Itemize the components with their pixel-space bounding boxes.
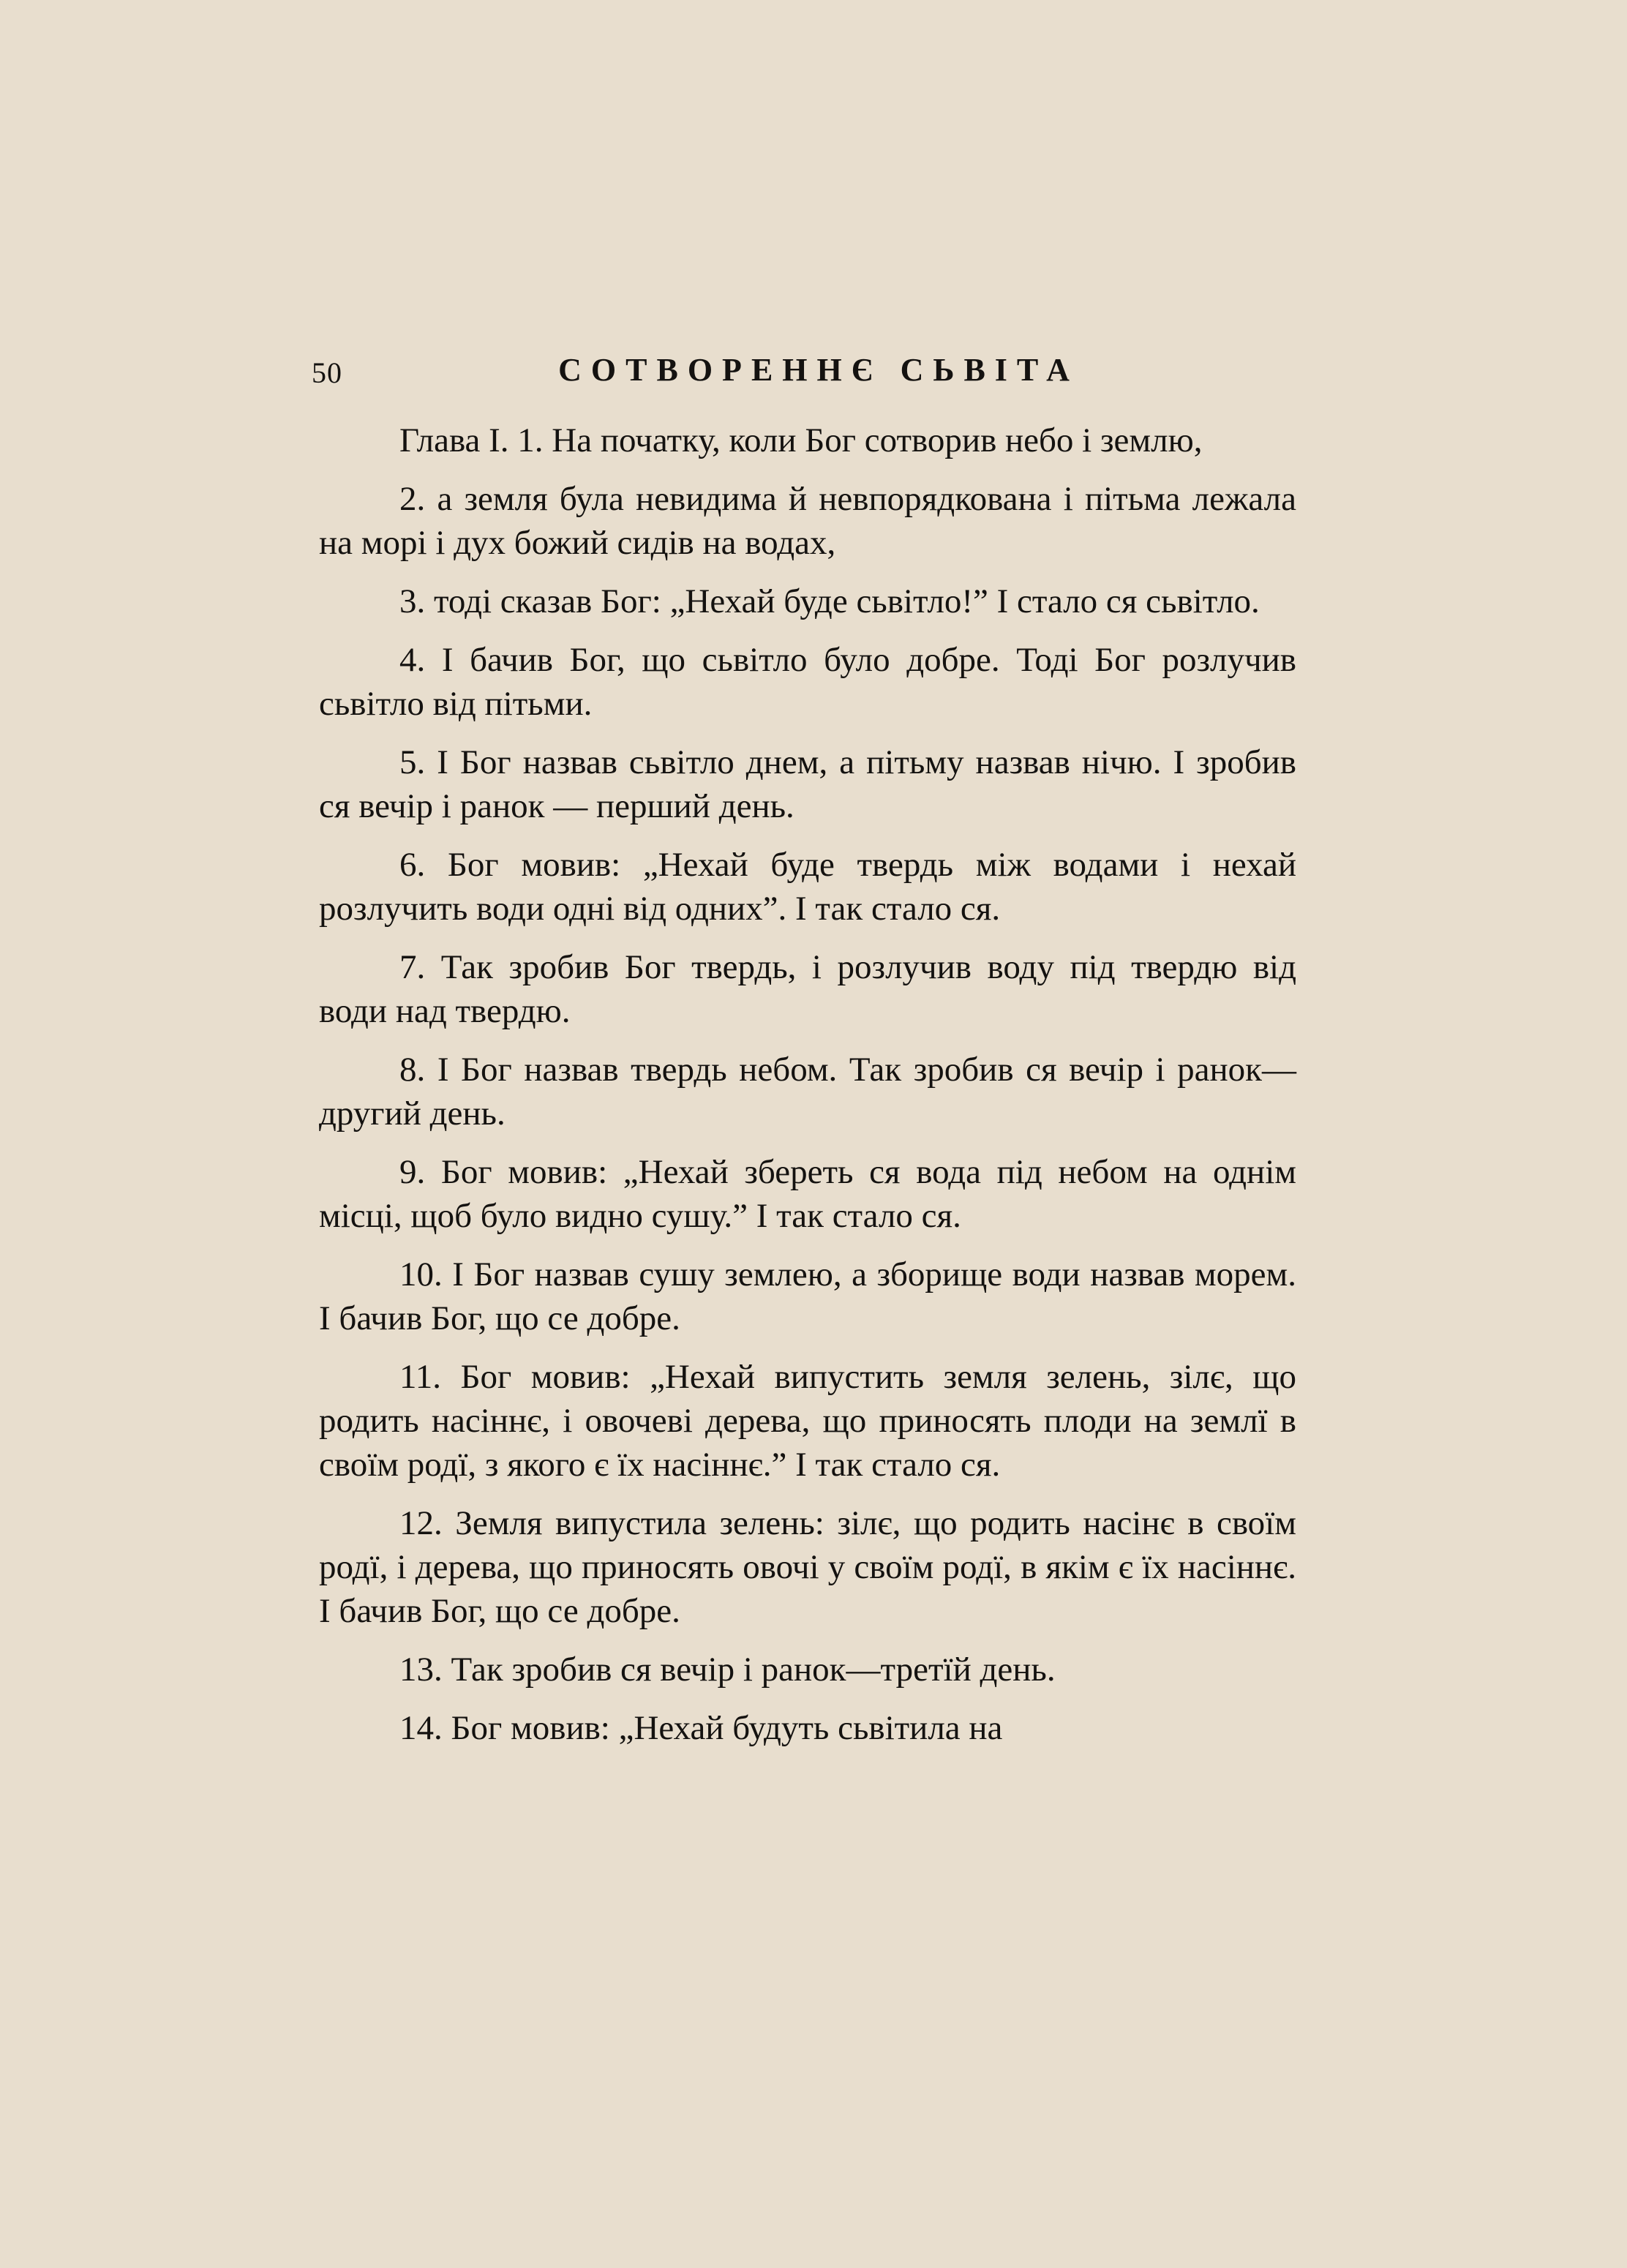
verse-8: 8. І Бог назвав твердь небом. Так зробив ся вечір і ранок— другий день. xyxy=(319,1051,1296,1133)
running-title: СОТВОРЕННЄ СЬВІТА xyxy=(558,352,1079,388)
verse-10: 10. І Бог назвав сушу землею, а зборище води назвав морем. І бачив Бог, що се добре. xyxy=(319,1255,1296,1337)
verse-9: 9. Бог мовив: „Нехай збереть ся вода під небом на однім місці, щоб було видно сушу.” І так стало ся. xyxy=(319,1153,1296,1235)
verse-13: 13. Так зробив ся вечір і ранок—третїй день. xyxy=(399,1651,1056,1689)
verse-5: 5. І Бог назвав сьвітло днем, а пітьму назвав нічю. І зробив ся вечір і ранок — перший день. xyxy=(319,743,1296,825)
page-number: 50 xyxy=(312,356,342,389)
verse-14: 14. Бог мовив: „Нехай будуть сьвітила на xyxy=(399,1709,1003,1747)
verse-6: 6. Бог мовив: „Нехай буде твердь між водами і нехай розлучить води одні від одних”. І так стало ся. xyxy=(319,846,1296,928)
running-head xyxy=(312,351,1296,402)
verse-7: 7. Так зробив Бог твердь, і розлучив воду під твердю від води над твердю. xyxy=(319,948,1296,1030)
verse-3: 3. тоді сказав Бог: „Нехай буде сьвітло!” І стало ся сьвітло. xyxy=(399,582,1260,620)
chapter-text xyxy=(319,418,1296,1750)
verse-4: 4. І бачив Бог, що сьвітло було добре. Тоді Бог розлучив сьвітло від пітьми. xyxy=(319,641,1296,723)
verse-11: 11. Бог мовив: „Нехай випустить земля зелень, зілє, що родить насіннє, і овочеві дерева, що приносять плоди на землї в своїм родї, з якого є їх насіннє.” І так стало ся. xyxy=(319,1358,1296,1484)
book-page xyxy=(312,351,1296,1765)
verse-1: Глава І. 1. На початку, коли Бог сотворив небо і землю, xyxy=(399,421,1203,459)
verse-2: 2. а земля була невидима й невпорядкована і пітьма лежала на морі і дух божий сидів на водах, xyxy=(319,480,1296,562)
verse-12: 12. Земля випустила зелень: зілє, що родить насінє в своїм родї, і дерева, що приносять овочі у своїм родї, в якім є їх насіннє. І бачив Бог, що се добре. xyxy=(319,1504,1296,1630)
